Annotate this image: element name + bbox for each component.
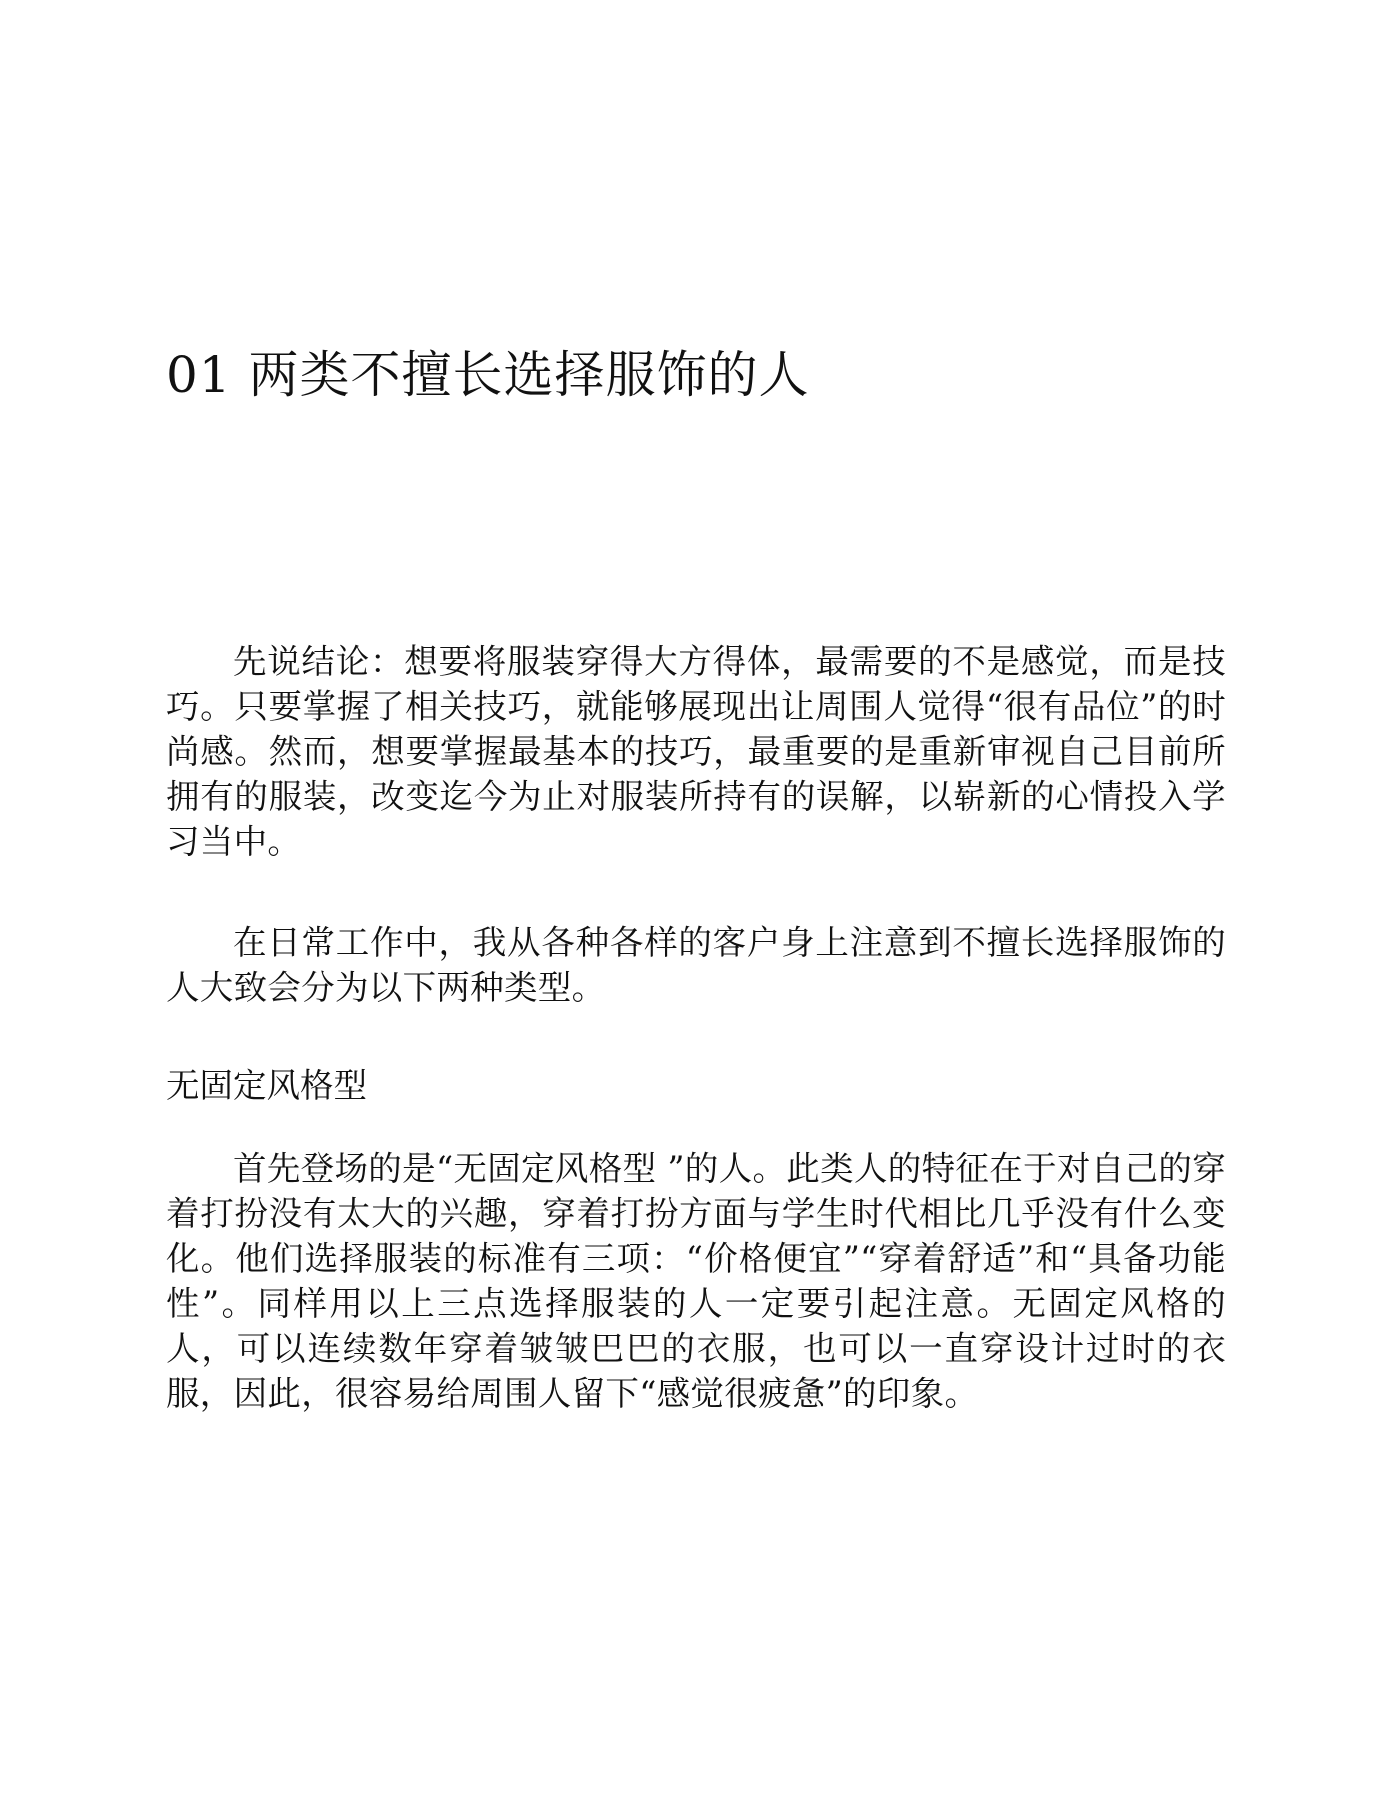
chapter-title: 01 两类不擅长选择服饰的人 (166, 346, 810, 404)
section-heading: 无固定风格型 (166, 1066, 367, 1105)
types-paragraph: 在日常工作中，我从各种各样的客户身上注意到不擅长选择服饰的人大致会分为以下两种类型。 (166, 923, 1226, 1007)
section-paragraph: 首先登场的是“无固定风格型 ”的人。此类人的特征在于对自己的穿着打扮没有太大的兴趣，穿着打扮方面与学生时代相比几乎没有什么变化。他们选择服装的标准有三项：“价格便宜”“穿着舒适”和“具备功能性”。同样用以上三点选择服装的人一定要引起注意。无固定风格的人，可以连续数年穿着皱皱巴巴的衣服，也可以一直穿设计过时的衣服，因此，很容易给周围人留下“感觉很疲惫”的印象。 (166, 1149, 1226, 1413)
intro-paragraph: 先说结论：想要将服装穿得大方得体，最需要的不是感觉，而是技巧。只要掌握了相关技巧，就能够展现出让周围人觉得“很有品位”的时尚感。然而，想要掌握最基本的技巧，最重要的是重新审视自己目前所拥有的服装，改变迄今为止对服装所持有的误解，以崭新的心情投入学习当中。 (166, 642, 1226, 861)
